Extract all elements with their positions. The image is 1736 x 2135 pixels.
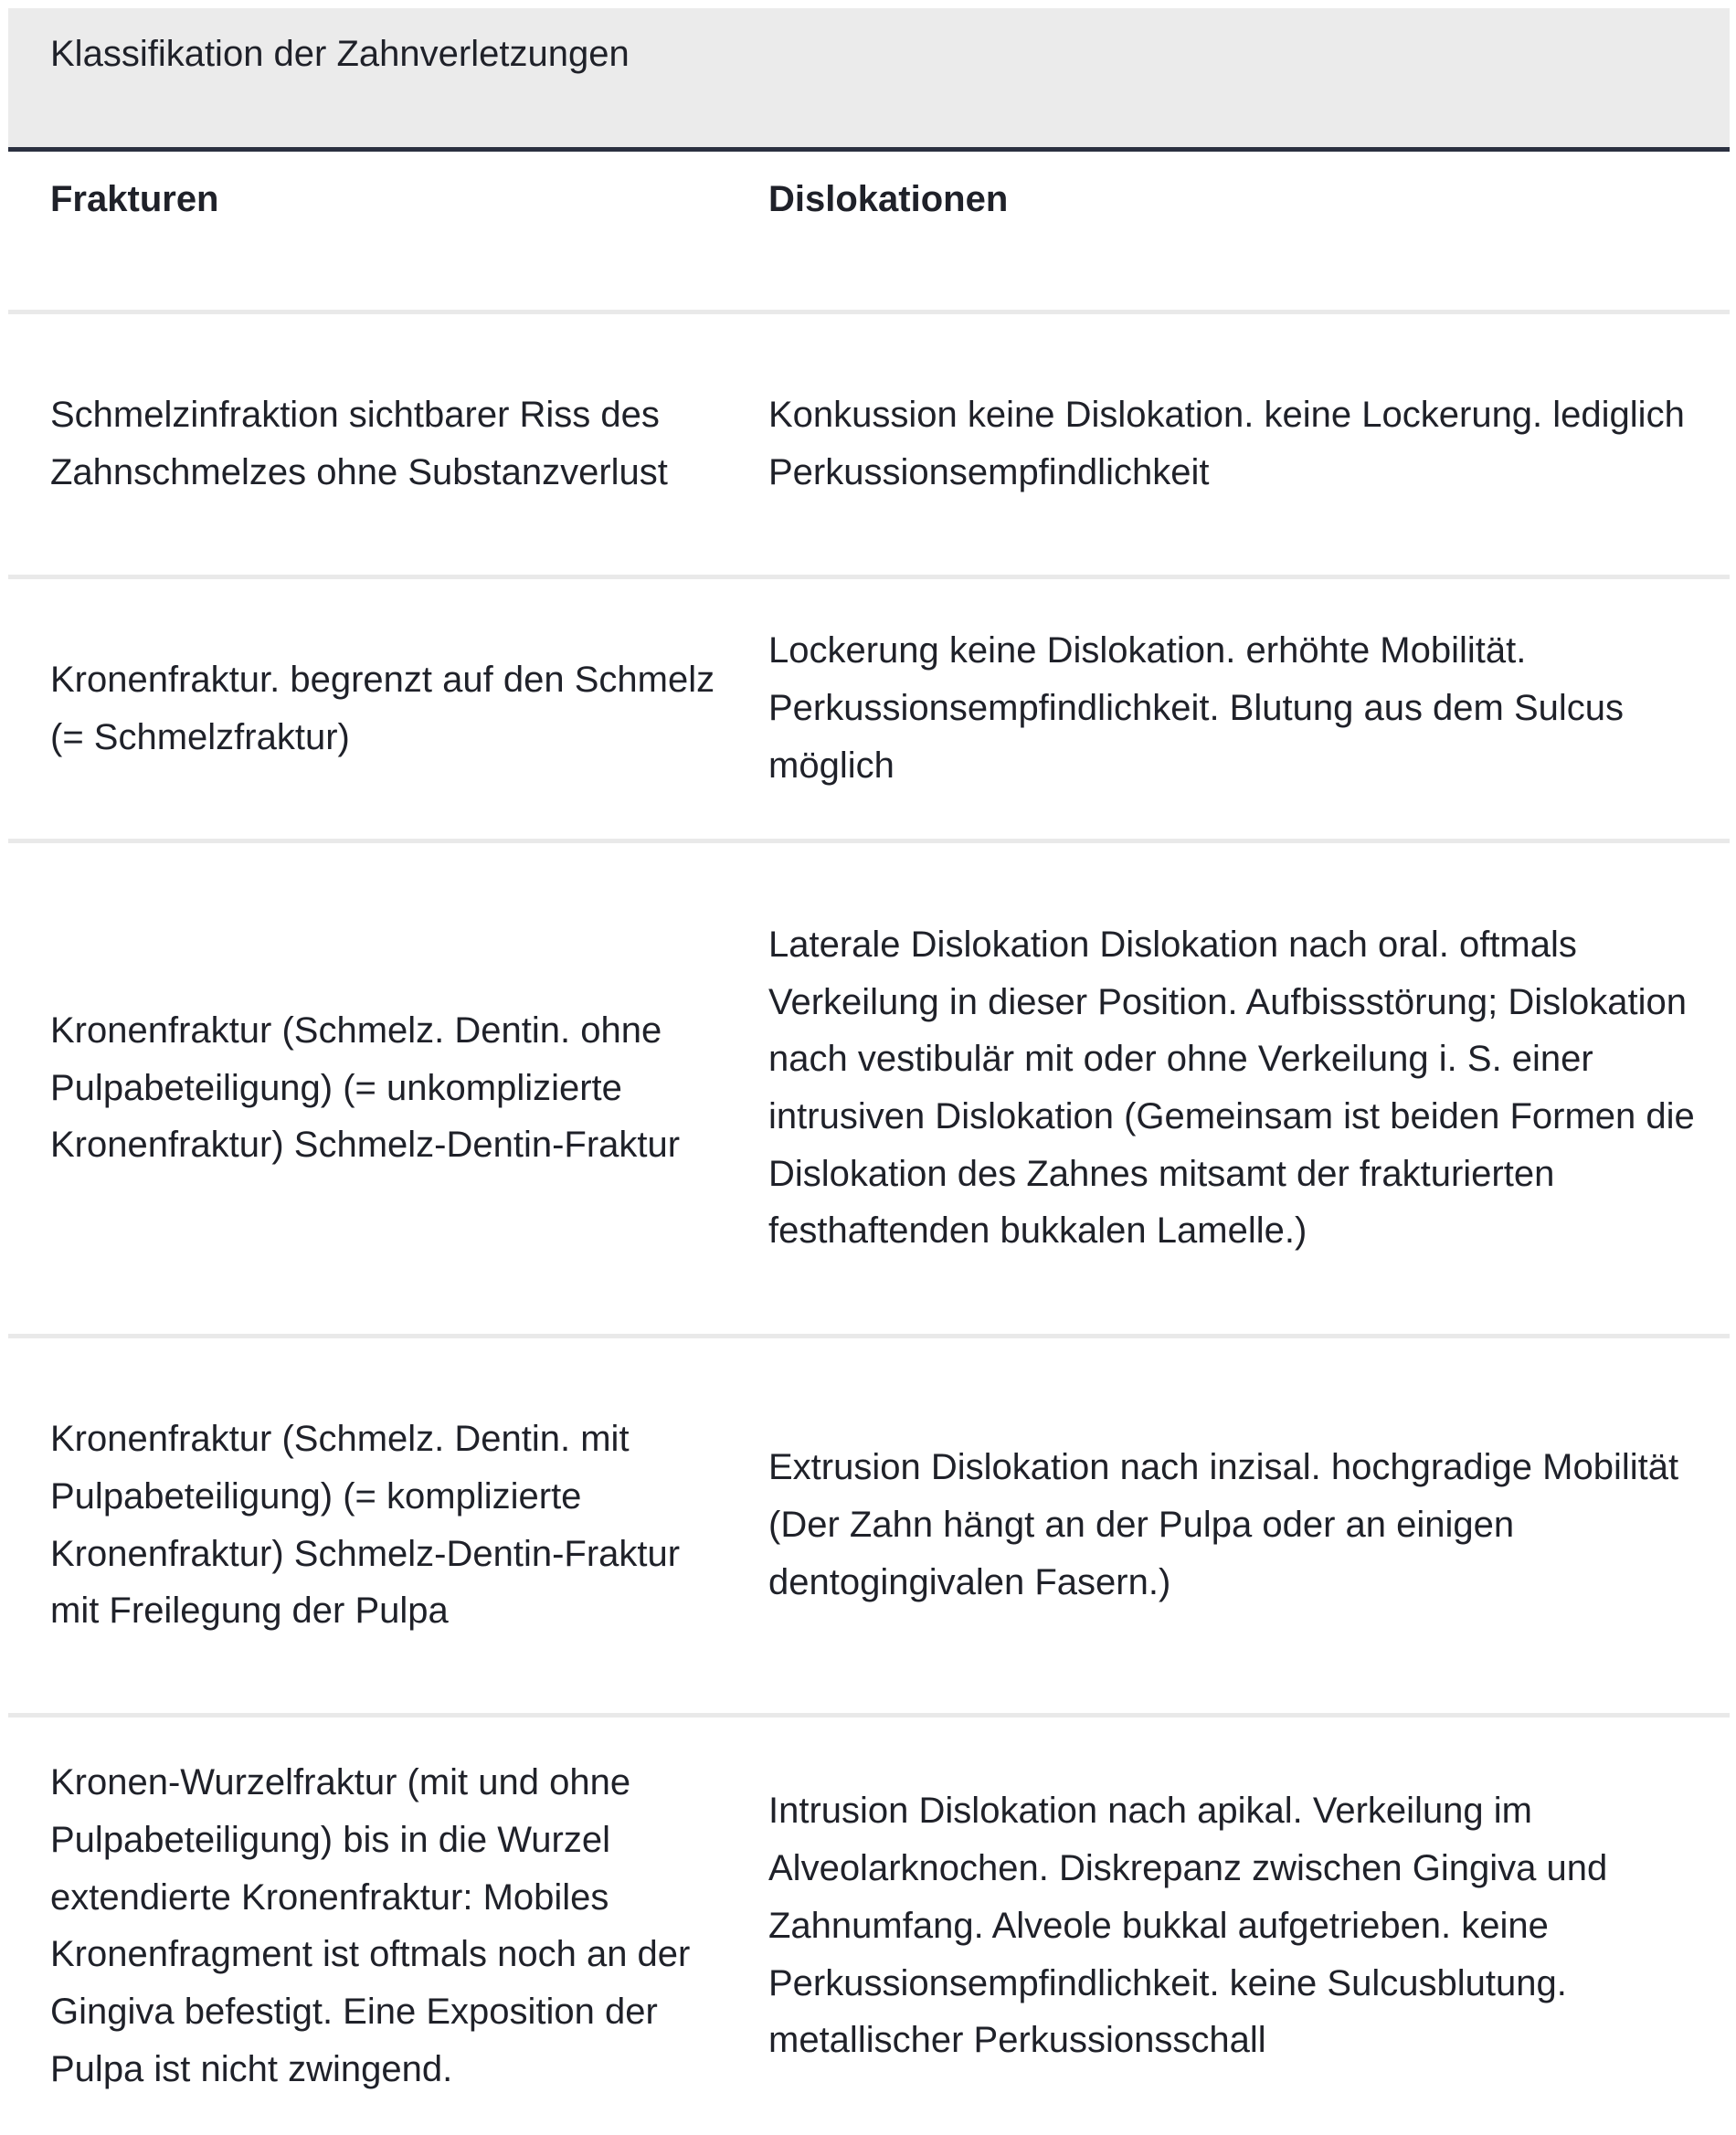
fraktur-cell: Kronenfraktur (Schmelz. Dentin. ohne Pulpabeteiligung) (= unkomplizierte Kronenfraktur) Schmelz-Dentin-Fraktur — [8, 840, 718, 1336]
column-header-dislokationen: Dislokationen — [768, 179, 1009, 219]
table-row — [8, 1336, 1730, 1715]
dislokation-cell: Konkussion keine Dislokation. keine Lockerung. lediglich Perkussionsempfindlichkeit — [718, 312, 1730, 576]
table-row — [8, 312, 1730, 576]
dislokation-cell: Lockerung keine Dislokation. erhöhte Mobilität. Perkussionsempfindlichkeit. Blutung aus dem Sulcus möglich — [718, 576, 1730, 840]
dislokation-cell: Laterale Dislokation Dislokation nach oral. oftmals Verkeilung in dieser Position. Aufbissstörung; Dislokation nach vestibulär mit oder ohne Verkeilung i. S. einer intrusiven Dislokation (Gemeinsam ist beiden Formen die Dislokation des Zahnes mitsamt der frakturierten festhaftenden bukkalen Lamelle.) — [718, 840, 1730, 1336]
dislokation-cell: Intrusion Dislokation nach apikal. Verkeilung im Alveolarknochen. Diskrepanz zwischen Gingiva und Zahnumfang. Alveole bukkal aufgetrieben. keine Perkussionsempfindlichkeit. keine Sulcusblutung. metallischer Perkussionsschall — [718, 1715, 1730, 2135]
table-row — [8, 1715, 1730, 2135]
fraktur-cell: Kronenfraktur. begrenzt auf den Schmelz (= Schmelzfraktur) — [8, 576, 718, 840]
column-header-frakturen: Frakturen — [50, 179, 219, 219]
fraktur-cell: Schmelzinfraktion sichtbarer Riss des Zahnschmelzes ohne Substanzverlust — [8, 312, 718, 576]
classification-table-container — [8, 8, 1730, 2135]
table-row — [8, 840, 1730, 1336]
fraktur-cell: Kronen-Wurzelfraktur (mit und ohne Pulpabeteiligung) bis in die Wurzel extendierte Kronenfraktur: Mobiles Kronenfragment ist oftmals noch an der Gingiva befestigt. Eine Exposition der Pulpa ist nicht zwingend. — [8, 1715, 718, 2135]
fraktur-cell: Kronenfraktur (Schmelz. Dentin. mit Pulpabeteiligung) (= komplizierte Kronenfraktur) Schmelz-Dentin-Fraktur mit Freilegung der Pulpa — [8, 1336, 718, 1715]
dislokation-cell: Extrusion Dislokation nach inzisal. hochgradige Mobilität (Der Zahn hängt an der Pulpa oder an einigen dentogingivalen Fasern.) — [718, 1336, 1730, 1715]
table-caption: Klassifikation der Zahnverletzungen — [8, 8, 1730, 152]
table-row — [8, 576, 1730, 840]
table-header-row — [8, 152, 1730, 312]
classification-table — [8, 152, 1730, 2135]
